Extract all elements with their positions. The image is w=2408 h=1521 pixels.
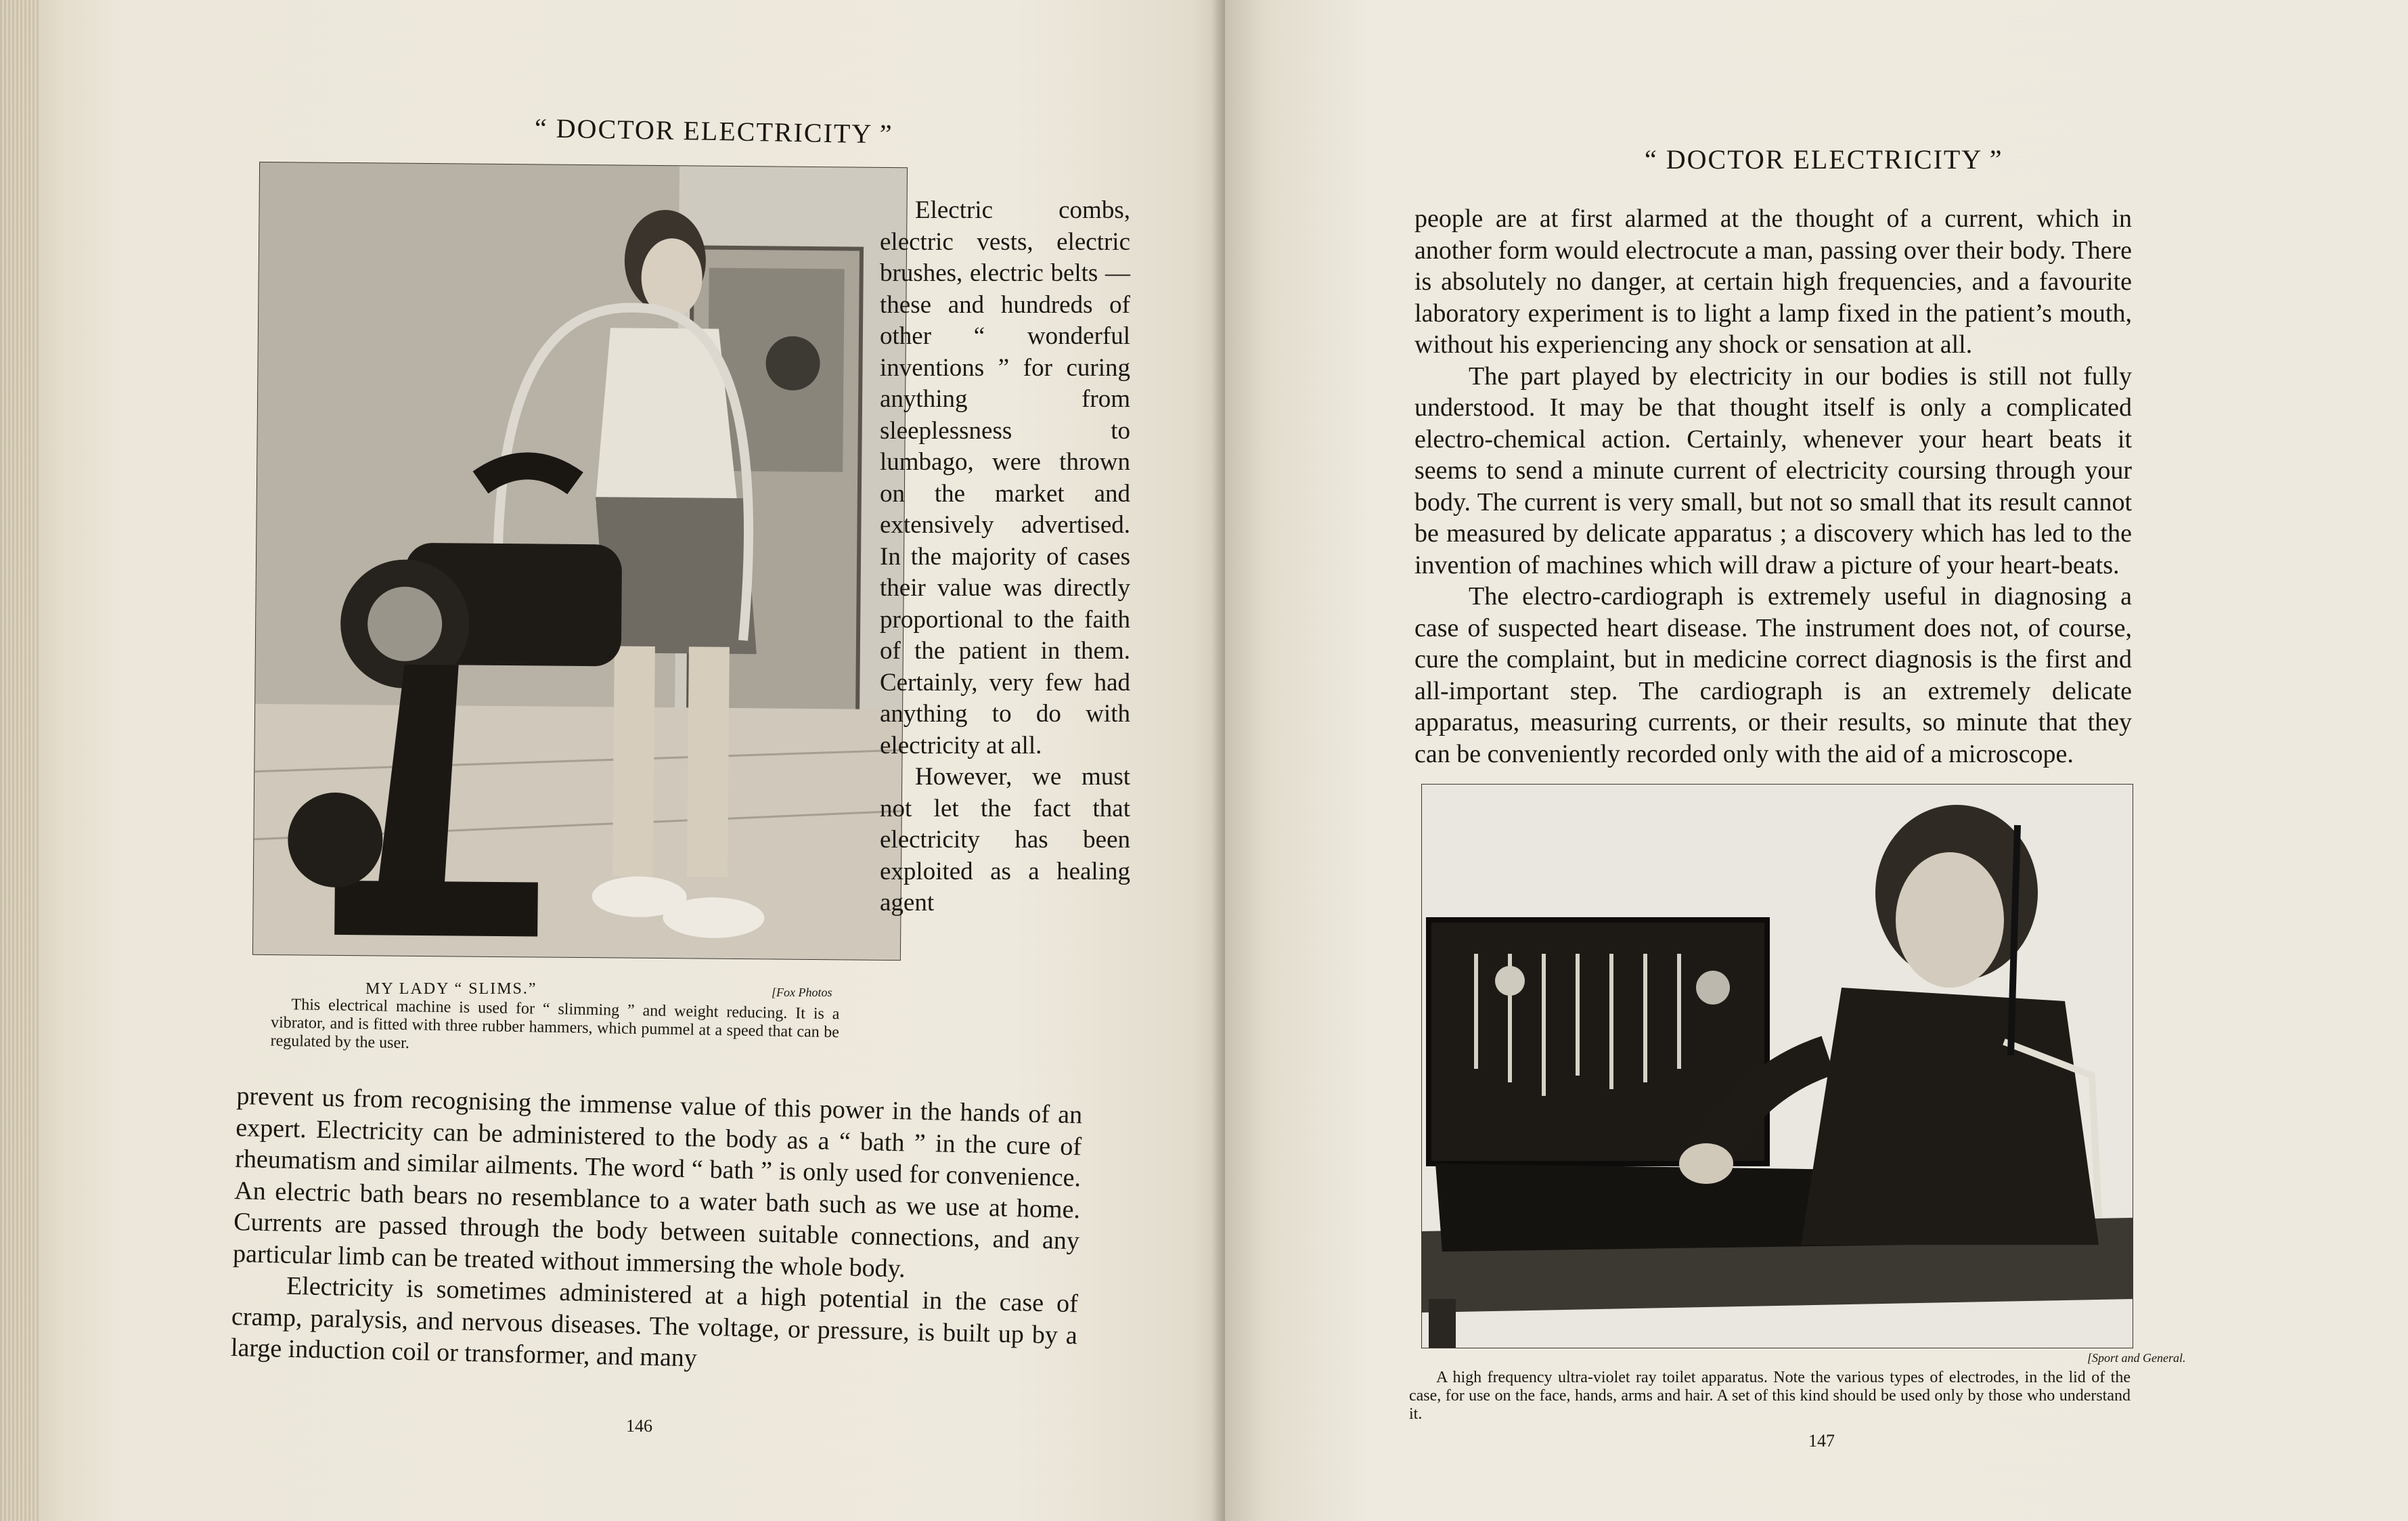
left-body-paragraph-2: Electricity is sometimes administered at a high potential in the case of cramp, paralysis, and nervous diseases. The voltage, or pressure, is built up by a large induction coil or transformer, and many bbox=[230, 1271, 1079, 1373]
right-body-paragraph-2: The part played by electricity in our bodies is still not fully understood. It may be that thought itself is only a complicated electro-chemical action. Certainly, whenever your heart beats it seems to send a minute current of electricity coursing through your body. The current is very small, but not so small that its result cannot be measured by delicate apparatus ; a discovery which has led to the invention of machines which will draw a picture of your heart-beats. bbox=[1414, 361, 2132, 579]
left-caption-credit: [Fox Photos bbox=[772, 986, 832, 999]
right-body-paragraph-3: The electro-cardiograph is extremely useful in diagnosing a case of suspected heart disease. The instrument does not, of course, cure the complaint, but in medicine correct diagnosis is the first and all-important step. The cardiograph is an extremely delicate apparatus, measuring currents, or their results, so minute that they can be conveniently recorded only with the aid of a microscope. bbox=[1414, 582, 2132, 768]
left-body-paragraph-1: prevent us from recognising the immense value of this power in the hands of an expert. Electricity can be administered to the body as a “ bath ” in the cure of rheumatism and similar ailments. The word “ bath ” is only used for convenience. An electric bath bears no resemblance to a water bath such as we use at home. Currents are passed through the body between suitable connections, and any particular limb can be treated without immersing the whole body. bbox=[232, 1081, 1083, 1283]
right-body-paragraph-1: people are at first alarmed at the thought of a current, which in another form would electrocute a man, passing over their body. There is absolutely no danger, at certain high frequencies, and a favourite laboratory experiment is to light a lamp fixed in the patient’s mouth, without his experiencing any shock or sensation at all. bbox=[1414, 204, 2132, 359]
right-caption-body: A high frequency ultra-violet ray toilet apparatus. Note the various types of electrodes, in the lid of the case, for use on the face, hands, arms and hair. A set of this kind should be used only by those who understand it. bbox=[1409, 1369, 2131, 1423]
slimming-machine-photo bbox=[252, 162, 908, 961]
side-paragraph-2: However, we must not let the fact that electricity has been exploited as a healing agent bbox=[880, 763, 1130, 917]
left-body-text bbox=[231, 1080, 1083, 1383]
right-page-number: 147 bbox=[1808, 1431, 1835, 1451]
left-caption-body: This electrical machine is used for “ slimming ” and weight reducing. It is a vibrator, and is fitted with three rubber hammers, which pummel at a speed that can be regulated by the user. bbox=[270, 996, 840, 1053]
left-side-column bbox=[880, 195, 1130, 919]
right-page bbox=[1225, 0, 2408, 1521]
slimming-machine-illustration bbox=[253, 162, 907, 960]
right-running-head: “ DOCTOR ELECTRICITY ” bbox=[1645, 144, 2003, 175]
right-caption-credit: [Sport and General. bbox=[2087, 1351, 2186, 1365]
page-edges bbox=[0, 0, 41, 1521]
ultraviolet-apparatus-photo bbox=[1421, 784, 2133, 1348]
side-paragraph-1: Electric combs, electric vests, electric brushes, electric belts — these and hundreds of other “ wonderful inventions ” for curing anything from sleeplessness to lumbago, were thrown on the market and extensively advertised. In the majority of cases their value was directly proportional to the faith of the patient in them. Certainly, very few had anything to do with electricity at all. bbox=[880, 196, 1130, 759]
left-caption-title: MY LADY “ SLIMS.” bbox=[365, 980, 537, 998]
left-page-number: 146 bbox=[626, 1416, 652, 1436]
right-body-text bbox=[1414, 203, 2132, 770]
ultraviolet-apparatus-illustration bbox=[1422, 785, 2133, 1348]
left-running-head: “ DOCTOR ELECTRICITY ” bbox=[534, 112, 893, 150]
